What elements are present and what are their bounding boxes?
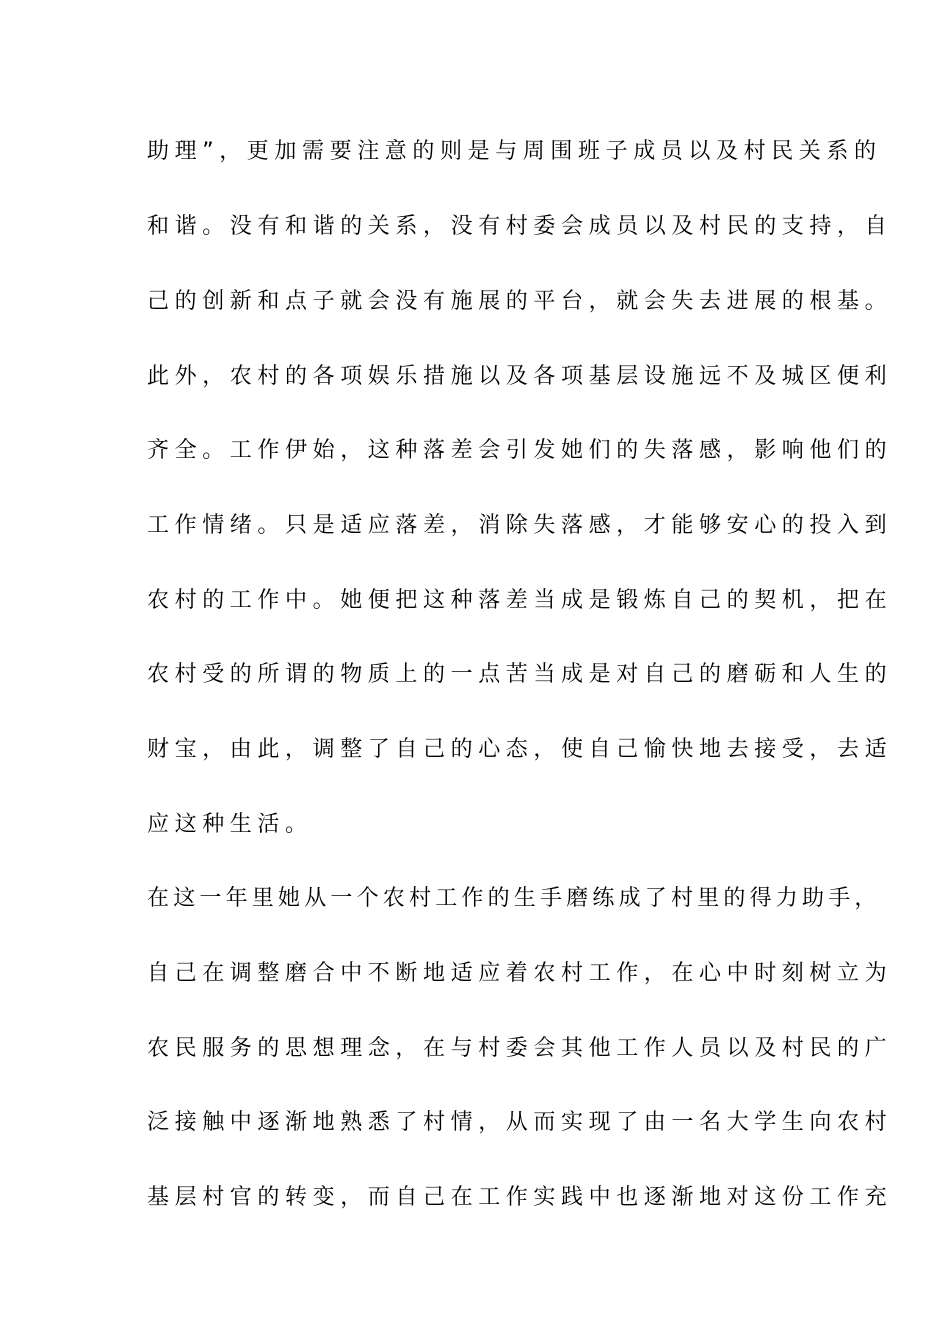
text-line: 己的创新和点子就会没有施展的平台，就会失去进展的根基。 [147, 289, 893, 314]
text-line: 工作情绪。只是适应落差，消除失落感，才能够安心的投入到 [147, 513, 893, 538]
text-line: 在这一年里她从一个农村工作的生手磨练成了村里的得力助手， [147, 886, 881, 911]
text-line: 农村受的所谓的物质上的一点苦当成是对自己的磨砺和人生的 [147, 662, 893, 687]
text-line: 此外，农村的各项娱乐措施以及各项基层设施远不及城区便利 [147, 364, 893, 389]
text-line: 应这种生活。 [147, 812, 313, 837]
text-line: 基层村官的转变，而自己在工作实践中也逐渐地对这份工作充 [147, 1185, 893, 1210]
text-line: 财宝，由此，调整了自己的心态，使自己愉快地去接受，去适 [147, 737, 893, 762]
text-line: 农民服务的思想理念，在与村委会其他工作人员以及村民的广 [147, 1036, 893, 1061]
text-line: 和谐。没有和谐的关系，没有村委会成员以及村民的支持，自 [147, 214, 893, 239]
text-line: 泛接触中逐渐地熟悉了村情，从而实现了由一名大学生向农村 [147, 1110, 893, 1135]
text-line: 齐全。工作伊始，这种落差会引发她们的失落感，影响他们的 [147, 438, 893, 463]
text-line: 自己在调整磨合中不断地适应着农村工作，在心中时刻树立为 [147, 961, 893, 986]
text-line: 助理”，更加需要注意的则是与周围班子成员以及村民关系的 [147, 139, 882, 164]
text-line: 农村的工作中。她便把这种落差当成是锻炼自己的契机，把在 [147, 588, 893, 613]
